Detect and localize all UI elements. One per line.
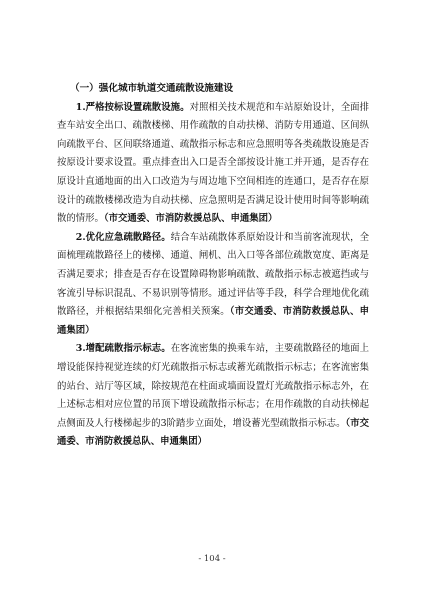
item-1-title: 1.严格按标设置疏散设施。	[75, 101, 190, 113]
item-2-title: 2.优化应急疏散路径。	[75, 231, 171, 243]
item-3-departments: （市交通委、市消防救援总队、申通集团）	[57, 417, 369, 448]
item-3-title: 3.增配疏散指示标志。	[75, 343, 171, 355]
document-body	[57, 80, 369, 452]
item-1-departments: （市交通委、市消防救援总队、申通集团）	[103, 213, 278, 225]
item-2-body: 结合车站疏散体系原始设计和当前客流现状，全面梳理疏散路径上的楼梯、通道、闸机、出入口等各部位疏散宽度、距离是否满足要求；排查是否存在设置障碍物影响疏散、疏散指示标志被遮挡或与客流引导标识混乱、不易识别等情形。通过评估等手段，科学合理地优化疏散路径，并根据结果细化完善相关预案。	[57, 231, 369, 318]
paragraph-item-3	[57, 340, 369, 452]
item-3-body: 在客流密集的换乘车站，主要疏散路径的地面上增设能保持视觉连续的灯光疏散指示标志或蓄光疏散指示标志；在客流密集的站台、站厅等区域，除按规范在柱面或墙面设置灯光疏散指示标志外，在上述标志相对应位置的吊顶下增设疏散指示标志；在用作疏散的自动扶梯起点侧面及人行楼梯起步的3阶踏步立面处，增设蓄光型疏散指示标志。	[57, 343, 369, 429]
item-2-departments: （市交通委、市消防救援总队、申通集团）	[57, 306, 369, 336]
paragraph-item-1	[57, 99, 369, 229]
section-heading: （一）强化城市轨道交通疏散设施建设	[70, 83, 234, 94]
paragraph-item-2	[57, 229, 369, 341]
page-number: - 104 -	[198, 554, 226, 564]
item-1-body: 对照相关技术规范和车站原始设计，全面排查车站安全出口、疏散楼梯、用作疏散的自动扶梯、消防专用通道、区间纵向疏散平台、区间联络通道、疏散指示标志和应急照明等各类疏散设施是否按原设计要求设置。重点排查出入口是否全部按设计施工并开通，是否存在原设计直通地面的出入口改造为与周边地下空间相连的连通口，是否存在原设计的疏散楼梯改造为自动扶梯、应急照明是否满足设计使用时间等影响疏散的情形。	[57, 101, 369, 225]
